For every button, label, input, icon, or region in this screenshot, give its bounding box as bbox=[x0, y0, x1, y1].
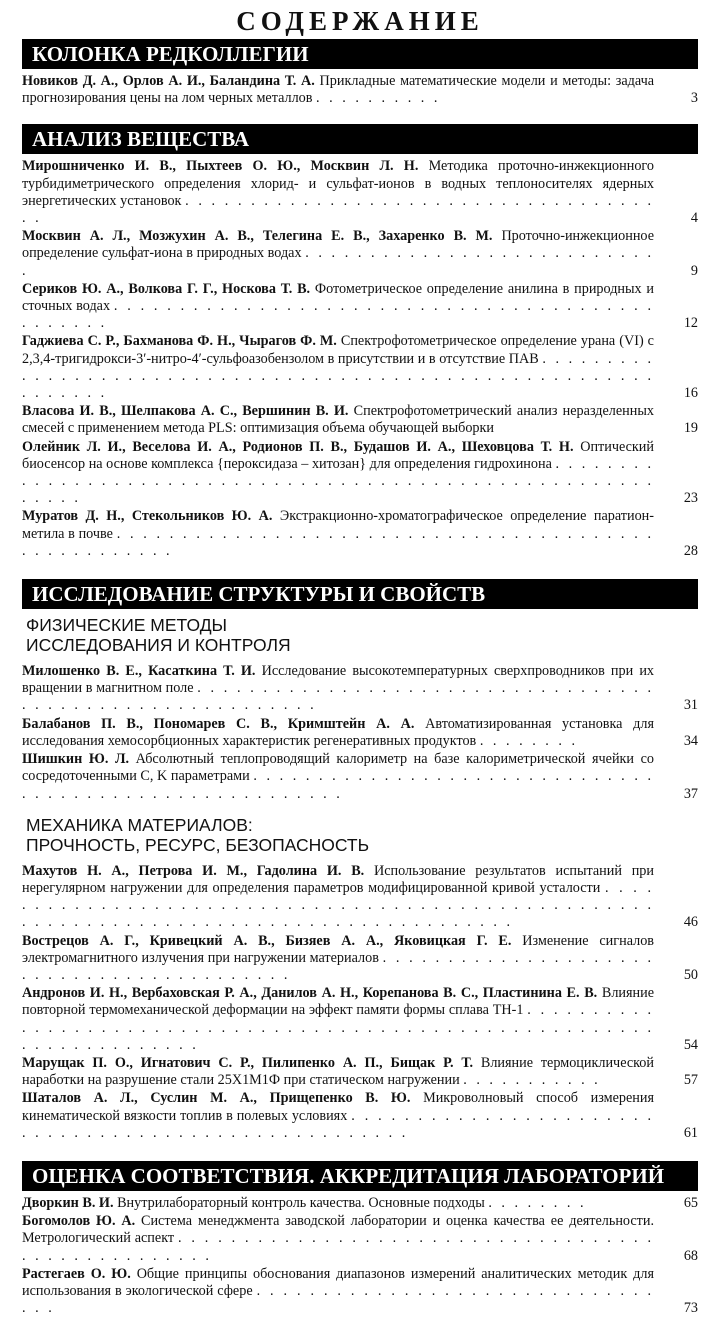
leader-dots: . . . . . . . . . . bbox=[316, 90, 441, 107]
entry-authors: Шишкин Ю. Л. bbox=[22, 751, 130, 768]
entry-title: Использование результатов испытаний при нерегулярном нагружении для определения параметров модифицированной кривой усталости bbox=[22, 862, 654, 896]
entry-page: 23 bbox=[683, 490, 698, 507]
entry-title: Исследование высокотемпературных сверхпроводников при их вращении в магнитном поле bbox=[22, 663, 655, 697]
leader-dots: . . . . . . . . . . . . . . . . . . . . . . . . . . . . . . . . . . . . . . . . . . . . . . . . . . . . . . . . . . . . . bbox=[22, 455, 655, 507]
entry-title: Оптический биосенсор на основе комплекса {пероксидаза – хитозан} для определения гидрохинона bbox=[22, 438, 654, 472]
toc-entry[interactable] bbox=[22, 333, 698, 402]
entry-authors: Балабанов П. В., Пономарев С. В., Кримштейн А. А. bbox=[22, 715, 415, 732]
entry-page: 54 bbox=[683, 1036, 698, 1053]
entry-page: 16 bbox=[683, 385, 698, 402]
page-title: СОДЕРЖАНИЕ bbox=[236, 6, 484, 36]
toc-entry[interactable] bbox=[22, 228, 698, 280]
entry-title: Влияние термоциклической наработки на разрушение стали 25Х1М1Ф при статическом нагружении bbox=[22, 1054, 654, 1089]
entry-title: Проточно-инжекционное определение сульфат-иона в природных водах bbox=[22, 228, 654, 262]
leader-dots: . . . . . . . . . . . . . . . . . . . . . . . . . . . . . . . . . bbox=[22, 1282, 655, 1317]
subsection-title-line: МЕХАНИКА МАТЕРИАЛОВ: bbox=[26, 814, 253, 835]
toc-entry[interactable] bbox=[22, 158, 698, 227]
section-header: КОЛОНКА РЕДКОЛЛЕГИИ bbox=[22, 39, 698, 69]
entry-page: 50 bbox=[683, 966, 698, 983]
section-header: ОЦЕНКА СООТВЕТСТВИЯ. АККРЕДИТАЦИЯ ЛАБОРАТОРИЙ bbox=[22, 1161, 698, 1191]
entry-authors: Москвин А. Л., Мозжухин А. В., Телегина Е. В., Захаренко В. М. bbox=[22, 228, 493, 245]
entry-title: Прикладные математические модели и методы: задача прогнозирования цены на лом черных металлов bbox=[22, 73, 654, 107]
entry-page: 28 bbox=[683, 542, 698, 559]
entry-page: 61 bbox=[683, 1124, 698, 1141]
entry-page: 65 bbox=[683, 1194, 698, 1211]
toc-entry[interactable] bbox=[22, 1266, 698, 1317]
toc-entry[interactable] bbox=[22, 751, 698, 803]
entry-title: Абсолютный теплопроводящий калориметр на базе калориметрической ячейки со сосредоточенными C, K параметрами bbox=[22, 751, 654, 785]
entry-title: Экстракционно-хроматографическое определение паратион-метила в почве bbox=[22, 508, 655, 542]
entry-title: Изменение сигналов электромагнитного излучения при нагружении материалов bbox=[22, 932, 654, 966]
entry-page: 12 bbox=[683, 315, 698, 332]
toc-entry[interactable] bbox=[22, 73, 698, 107]
entry-page: 46 bbox=[683, 914, 698, 931]
entry-title: Спектрофотометрическое определение урана (VI) с 2,3,4-тригидрокси-3′-нитро-4′-сульфоазобензолом в присутствии и в отсутствие ПАВ bbox=[22, 333, 654, 367]
subsection-title bbox=[22, 615, 698, 655]
toc-entry[interactable] bbox=[22, 1195, 698, 1212]
section-structure-properties bbox=[22, 579, 698, 1142]
leader-dots: . . . . . . . . . . . . . . . . . . . . . . . . . . . . . . . . . . . . . . . . . . . . . . . . . . . bbox=[22, 1230, 655, 1264]
toc-entry[interactable] bbox=[22, 281, 698, 333]
leader-dots: . . . . . . . . . . . . . . . . . . . . . . . . . . . . . . . . . . . . . . bbox=[22, 192, 655, 227]
toc-entry[interactable] bbox=[22, 933, 698, 985]
entry-authors: Марущак П. О., Игнатович С. Р., Пилипенко А. П., Бищак Р. Т. bbox=[22, 1054, 473, 1071]
toc-entry[interactable] bbox=[22, 403, 698, 437]
entry-page: 57 bbox=[683, 1072, 698, 1089]
leader-dots: . . . . . . . . bbox=[488, 1194, 587, 1211]
toc-entry[interactable] bbox=[22, 508, 698, 560]
entry-title: Влияние повторной термомеханической деформации на эффект памяти формы сплава ТН-1 bbox=[22, 985, 655, 1019]
leader-dots: . . . . . . . . . . . bbox=[463, 1072, 601, 1089]
entry-authors: Андронов И. Н., Вербаховская Р. А., Данилов А. Н., Корепанова В. С., Пластинина Е. В. bbox=[22, 985, 598, 1002]
toc-entry[interactable] bbox=[22, 863, 698, 932]
entry-title: Спектрофотометрический анализ неразделенных смесей с применением метода PLS: оптимизация объема обучающей выборки bbox=[22, 403, 654, 437]
leader-dots: . . . . . . . . . . . . . . . . . . . . . . . . . . . . . . . . . . . . . . . . . . . . . . . . . . . . . . . . . . . . . . . . . . . . . . . . bbox=[22, 1002, 655, 1053]
entry-page: 3 bbox=[690, 90, 698, 107]
entry-page: 34 bbox=[683, 732, 698, 749]
section-conformity-accreditation bbox=[22, 1161, 698, 1317]
section-header: ИССЛЕДОВАНИЕ СТРУКТУРЫ И СВОЙСТВ bbox=[22, 579, 698, 609]
entry-authors: Гаджиева С. Р., Бахманова Ф. Н., Чырагов Ф. М. bbox=[22, 333, 337, 350]
toc-entry[interactable] bbox=[22, 985, 698, 1054]
entry-title: Внутрилабораторный контроль качества. Основные подходы bbox=[117, 1194, 485, 1211]
toc-entry[interactable] bbox=[22, 716, 698, 750]
entry-authors: Мирошниченко И. В., Пыхтеев О. Ю., Москвин Л. Н. bbox=[22, 158, 419, 175]
entry-title: Фотометрическое определение анилина в природных и сточных водах bbox=[22, 280, 655, 315]
leader-dots: . . . . . . . . . . . . . . . . . . . . . . . . . . . . bbox=[22, 245, 655, 279]
subsection-title-line: ПРОЧНОСТЬ, РЕСУРС, БЕЗОПАСНОСТЬ bbox=[26, 834, 370, 855]
leader-dots: . . . . . . . . . . . . . . . . . . . . . . . . . . . . . . . . . . . . . . . . . . bbox=[22, 949, 654, 983]
entry-title: Общие принципы обоснования диапазонов измерений аналитических методик для использования в экологической сфере bbox=[22, 1265, 654, 1299]
entry-page: 37 bbox=[683, 785, 698, 802]
entry-page: 31 bbox=[683, 697, 698, 714]
entry-authors: Вострецов А. Г., Кривецкий А. В., Бизяев А. А., Яковицкая Г. Е. bbox=[22, 932, 512, 949]
entry-authors: Богомолов Ю. А. bbox=[22, 1213, 136, 1230]
entry-authors: Сериков Ю. А., Волкова Г. Г., Носкова Т. В. bbox=[22, 280, 311, 297]
leader-dots: . . . . . . . . . . . . . . . . . . . . . . . . . . . . . . . . . . . . . . . . . . . . . . . . . . . . . bbox=[22, 1107, 655, 1141]
entry-title: Автоматизированная установка для исследования хемосорбционных характеристик регенеративных продуктов bbox=[22, 715, 654, 749]
toc-entry[interactable] bbox=[22, 663, 698, 715]
entry-page: 4 bbox=[690, 210, 698, 227]
toc-entry[interactable] bbox=[22, 1090, 698, 1142]
entry-authors: Новиков Д. А., Орлов А. И., Баландина Т. А. bbox=[22, 73, 315, 89]
section-header: АНАЛИЗ ВЕЩЕСТВА bbox=[22, 124, 698, 154]
entry-authors: Муратов Д. Н., Стекольников Ю. А. bbox=[22, 508, 273, 525]
entry-authors: Милошенко В. Е., Касаткина Т. И. bbox=[22, 663, 256, 680]
entry-title: Система менеджмента заводской лаборатории и оценка качества ее деятельности. Метрологический аспект bbox=[22, 1213, 654, 1247]
entry-authors: Растегаев О. Ю. bbox=[22, 1265, 131, 1282]
entry-page: 73 bbox=[683, 1300, 698, 1317]
entry-authors: Олейник Л. И., Веселова И. А., Родионов П. В., Будашов И. А., Шеховцова Т. Н. bbox=[22, 438, 574, 455]
leader-dots: . . . . . . . . . . . . . . . . . . . . . . . . . . . . . . . . . . . . . . . . . . . . . . . . . . . . . . . . bbox=[22, 768, 654, 802]
toc-entry[interactable] bbox=[22, 1055, 698, 1089]
leader-dots: . . . . . . . . bbox=[479, 732, 579, 749]
subsection-title-line: ИССЛЕДОВАНИЯ И КОНТРОЛЯ bbox=[26, 635, 291, 656]
entry-authors: Шаталов А. Л., Суслин М. А., Прищепенко В. Ю. bbox=[22, 1090, 411, 1107]
entry-title: Микроволновый способ измерения кинематической вязкости топлив в полевых условиях bbox=[22, 1090, 655, 1124]
section-substance-analysis bbox=[22, 124, 698, 560]
entry-page: 9 bbox=[690, 262, 698, 279]
leader-dots: . . . . . . . . . . . . . . . . . . . . . . . . . . . . . . . . . . . . . . . . . . . . . . . . . . . . . bbox=[22, 525, 655, 559]
leader-dots: . . . . . . . . . . . . . . . . . . . . . . . . . . . . . . . . . . . . . . . . . . . . . . . . . . . . . . . . . . bbox=[22, 680, 655, 714]
entry-authors: Махутов Н. А., Петрова И. М., Гадолина И. В. bbox=[22, 862, 365, 879]
entry-authors: Власова И. В., Шелпакова А. С., Вершинин В. И. bbox=[22, 403, 349, 420]
subsection-title bbox=[22, 815, 698, 855]
toc-entry[interactable] bbox=[22, 1213, 698, 1265]
entry-title: Методика проточно-инжекционного турбидиметрического определения хлорид- и сульфат-ионов в водных теплоносителях ядерных энергетических установок bbox=[22, 158, 654, 209]
leader-dots: . . . . . . . . . . . . . . . . . . . . . . . . . . . . . . . . . . . . . . . . . . . . . . . . . . . . . . . . . . . . . . . . . . . . . . . . . . . . . . . . . . . . . . . . . . bbox=[22, 879, 654, 931]
leader-dots: . . . . . . . . . . . . . . . . . . . . . . . . . . . . . . . . . . . . . . . . . . . . . . . . . . . . . . . . . . . . . . . . bbox=[22, 350, 655, 402]
toc-entry[interactable] bbox=[22, 439, 698, 508]
subsection-title-line: ФИЗИЧЕСКИЕ МЕТОДЫ bbox=[26, 615, 228, 636]
entry-page: 68 bbox=[683, 1247, 698, 1264]
entry-authors: Дворкин В. И. bbox=[22, 1194, 114, 1211]
entry-page: 19 bbox=[683, 420, 698, 437]
section-editorial bbox=[22, 39, 698, 107]
leader-dots: . . . . . . . . . . . . . . . . . . . . . . . . . . . . . . . . . . . . . . . . . . . . . . . . bbox=[22, 298, 655, 332]
